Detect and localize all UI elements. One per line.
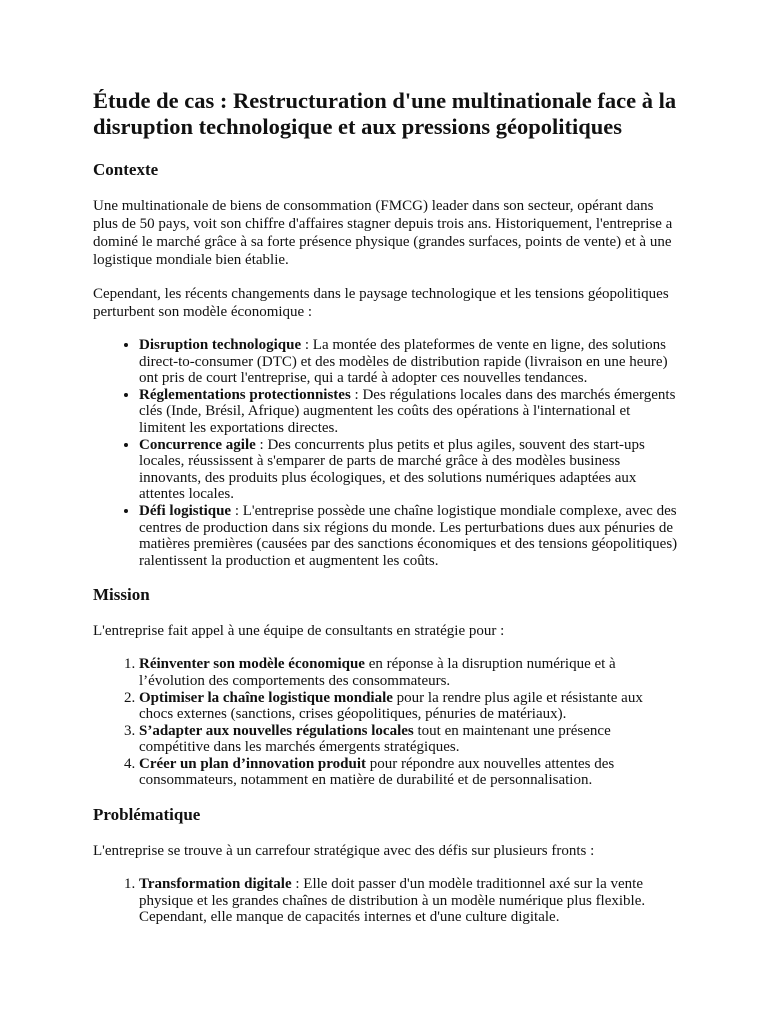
contexte-bullet-list bbox=[93, 337, 678, 569]
section-heading-contexte: Contexte bbox=[93, 160, 159, 179]
mission-intro: L'entreprise fait appel à une équipe de consultants en stratégie pour : bbox=[93, 623, 505, 640]
list-item bbox=[139, 876, 678, 926]
list-item bbox=[139, 756, 678, 789]
list-item-text: pour répondre aux nouvelles attentes des consommateurs, notamment en matière de durabilité et de personnalisation. bbox=[139, 755, 615, 789]
list-item-text: : Des régulations locales dans des marchés émergents clés (Inde, Brésil, Afrique) augmentent les coûts des opérations à l'international et limitent les exportations directes. bbox=[139, 386, 676, 436]
mission-numbered-list bbox=[93, 656, 678, 789]
list-item-term: Créer un plan d’innovation produit bbox=[139, 755, 366, 772]
list-item bbox=[139, 337, 678, 387]
contexte-paragraph-2: Cependant, les récents changements dans le paysage technologique et les tensions géopolitiques perturbent son modèle économique : bbox=[93, 286, 669, 320]
list-item-term: Disruption technologique bbox=[139, 337, 302, 353]
list-item-text: en réponse à la disruption numérique et à l’évolution des comportements des consommateurs. bbox=[139, 656, 616, 689]
list-item bbox=[139, 437, 678, 503]
list-item bbox=[139, 723, 678, 756]
list-item-text: : Elle doit passer d'un modèle traditionnel axé sur la vente physique et les grandes chaînes de distribution à un modèle numérique plus flexible. Cependant, elle manque de capacités internes et d'une culture digitale. bbox=[139, 876, 646, 926]
list-item-text: : Des concurrents plus petits et plus agiles, souvent des start-ups locales, réussissent à s'emparer de parts de marché grâce à des modèles business innovants, des produits plus écologiques, et des solutions numériques adaptées aux attentes locales. bbox=[139, 436, 645, 503]
list-item-term: S’adapter aux nouvelles régulations locales bbox=[139, 722, 414, 739]
list-item bbox=[139, 656, 678, 689]
list-item-term: Réglementations protectionnistes bbox=[139, 386, 351, 403]
problematique-intro: L'entreprise se trouve à un carrefour stratégique avec des défis sur plusieurs fronts : bbox=[93, 843, 595, 860]
list-item-term: Concurrence agile bbox=[139, 436, 256, 453]
list-item-term: Optimiser la chaîne logistique mondiale bbox=[139, 689, 393, 706]
list-item bbox=[139, 503, 678, 569]
list-item bbox=[139, 387, 678, 437]
list-item-text: pour la rendre plus agile et résistante aux chocs externes (sanctions, crises géopolitiques, pénuries de matériaux). bbox=[139, 689, 643, 723]
section-heading-problematique: Problématique bbox=[93, 805, 201, 825]
section-heading-mission: Mission bbox=[93, 585, 150, 605]
list-item-term: Défi logistique bbox=[139, 502, 232, 519]
page-title: Étude de cas : Restructuration d'une multinationale face à la disruption technologique et aux pressions géopolitiques bbox=[93, 88, 677, 139]
contexte-paragraph-1: Une multinationale de biens de consommation (FMCG) leader dans son secteur, opérant dans plus de 50 pays, voit son chiffre d'affaires stagner depuis trois ans. Historiquement, l'entreprise a dominé le marché grâce à sa forte présence physique (grandes surfaces, points de vente) et à une logistique mondiale bien établie. bbox=[93, 198, 673, 268]
list-item-text: : L'entreprise possède une chaîne logistique mondiale complexe, avec des centres de production dans six régions du monde. Les perturbations dues aux pénuries de matières premières (causées par des sanctions économiques et des tensions géopolitiques) ralentissent la production et augmentent les coûts. bbox=[139, 502, 678, 569]
list-item-text: : La montée des plateformes de vente en ligne, des solutions direct-to-consumer (DTC) et des modèles de distribution rapide (livraison en une heure) ont pris de court l'entreprise, qui a tardé à adopter ces nouvelles tendances. bbox=[139, 337, 668, 387]
list-item-text: tout en maintenant une présence compétitive dans les marchés émergents stratégiques. bbox=[139, 722, 611, 756]
list-item-term: Transformation digitale bbox=[139, 876, 292, 893]
list-item-term: Réinventer son modèle économique bbox=[139, 656, 365, 673]
problematique-numbered-list bbox=[93, 876, 678, 926]
list-item bbox=[139, 690, 678, 723]
